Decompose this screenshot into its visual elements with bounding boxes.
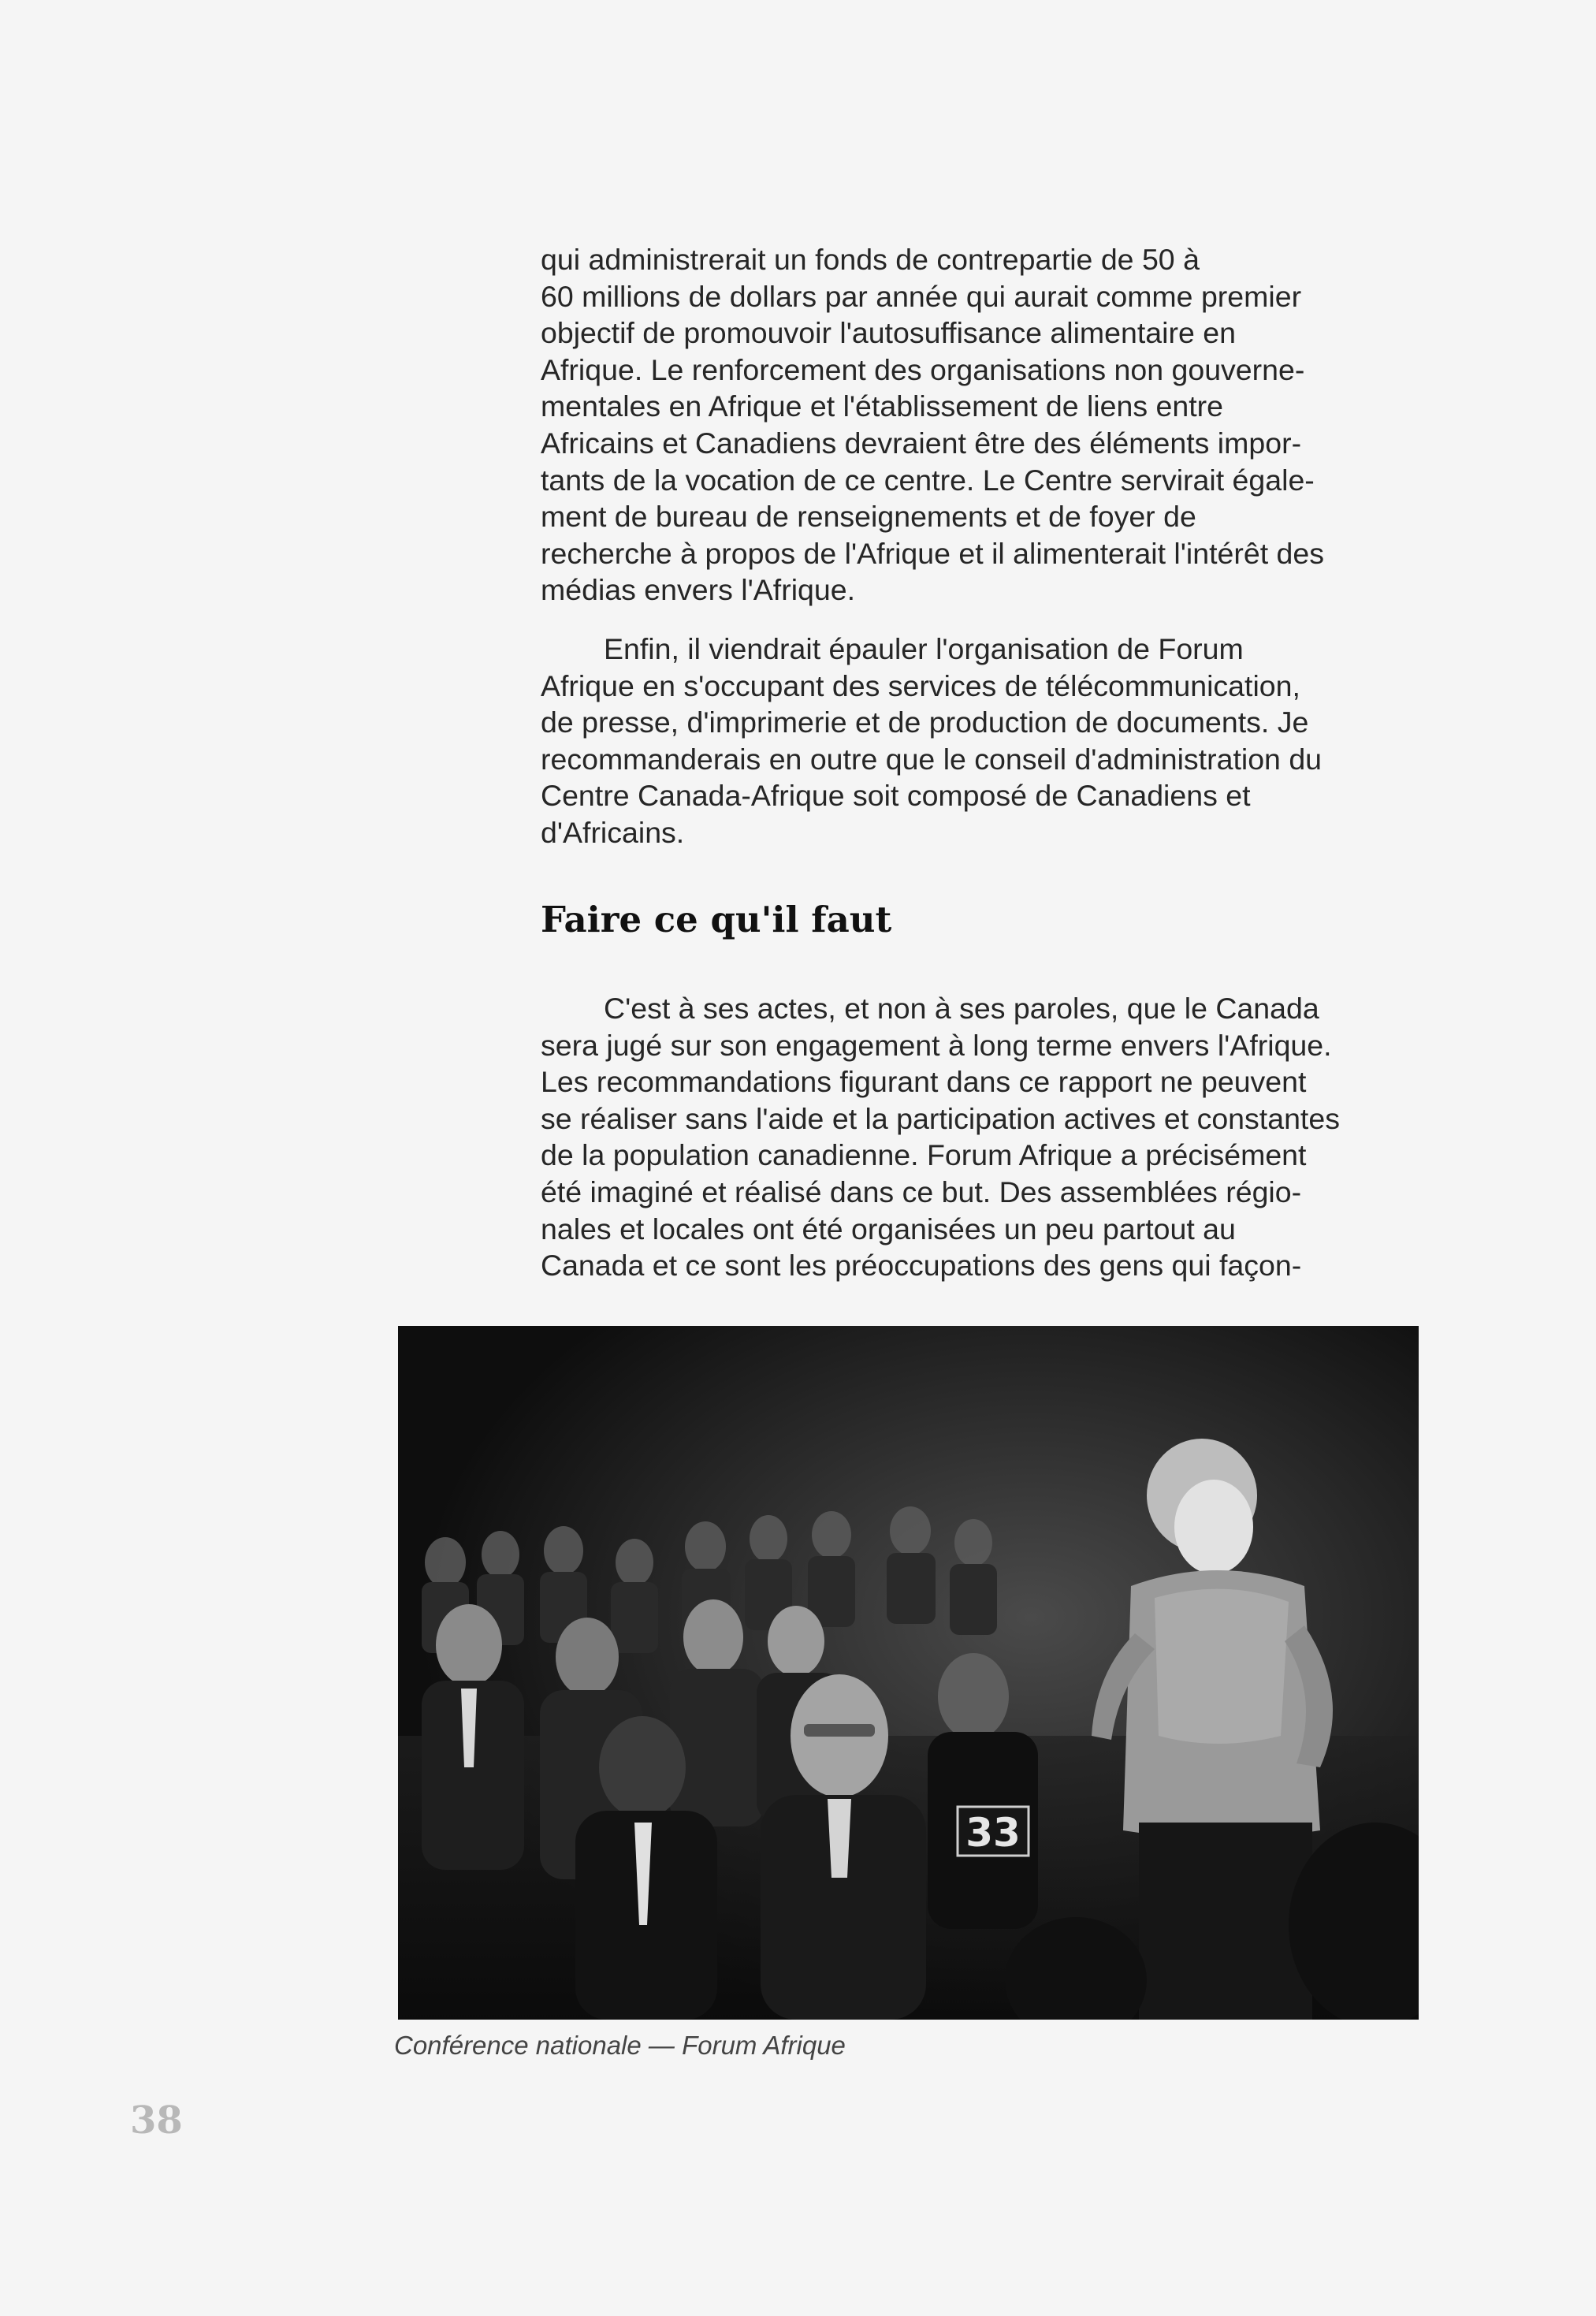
text-line: se réaliser sans l'aide et la participation actives et constantes bbox=[541, 1101, 1340, 1135]
text-line: ment de bureau de renseignements et de foyer de bbox=[541, 500, 1196, 534]
text-line: nales et locales ont été organisées un peu partout au bbox=[541, 1212, 1236, 1246]
text-line: d'Africains. bbox=[541, 815, 685, 849]
text-line: Centre Canada-Afrique soit composé de Canadiens et bbox=[541, 779, 1251, 813]
text-line: C'est à ses actes, et non à ses paroles, que le Canada bbox=[604, 992, 1319, 1025]
body-paragraph-3 bbox=[541, 990, 1412, 1284]
text-line: été imaginé et réalisé dans ce but. Des assemblées régio- bbox=[541, 1175, 1302, 1208]
conference-photo bbox=[398, 1326, 1419, 2020]
text-line: recherche à propos de l'Afrique et il alimenterait l'intérêt des bbox=[541, 536, 1325, 570]
text-line: recommanderais en outre que le conseil d'administration du bbox=[541, 742, 1323, 776]
photo-caption: Conférence nationale — Forum Afrique bbox=[394, 2031, 846, 2060]
text-line: Enfin, il viendrait épauler l'organisation de Forum bbox=[604, 632, 1244, 665]
section-heading: Faire ce qu'il faut bbox=[541, 899, 892, 940]
body-paragraph-1 bbox=[541, 241, 1412, 609]
conference-photo-drawing bbox=[398, 1326, 1419, 2020]
text-line: médias envers l'Afrique. bbox=[541, 573, 856, 607]
body-paragraph-2 bbox=[541, 631, 1412, 851]
text-line: de presse, d'imprimerie et de production de documents. Je bbox=[541, 706, 1309, 739]
attendee-number-badge: 33 bbox=[965, 1810, 1021, 1856]
text-line: Afrique en s'occupant des services de télécommunication, bbox=[541, 668, 1300, 702]
text-line: Africains et Canadiens devraient être des éléments impor- bbox=[541, 426, 1302, 460]
text-line: sera jugé sur son engagement à long terme envers l'Afrique. bbox=[541, 1028, 1332, 1062]
text-line: tants de la vocation de ce centre. Le Centre servirait égale- bbox=[541, 463, 1315, 497]
text-line: objectif de promouvoir l'autosuffisance alimentaire en bbox=[541, 316, 1236, 350]
text-line: Les recommandations figurant dans ce rapport ne peuvent bbox=[541, 1065, 1307, 1099]
text-line: mentales en Afrique et l'établissement de liens entre bbox=[541, 389, 1223, 423]
text-line: 60 millions de dollars par année qui aurait comme premier bbox=[541, 279, 1302, 313]
text-line: de la population canadienne. Forum Afrique a précisément bbox=[541, 1138, 1307, 1172]
text-line: Afrique. Le renforcement des organisations non gouverne- bbox=[541, 352, 1305, 386]
text-line: qui administrerait un fonds de contrepartie de 50 à bbox=[541, 243, 1200, 276]
text-line: Canada et ce sont les préoccupations des gens qui façon- bbox=[541, 1249, 1302, 1283]
page-number: 38 bbox=[130, 2098, 183, 2143]
